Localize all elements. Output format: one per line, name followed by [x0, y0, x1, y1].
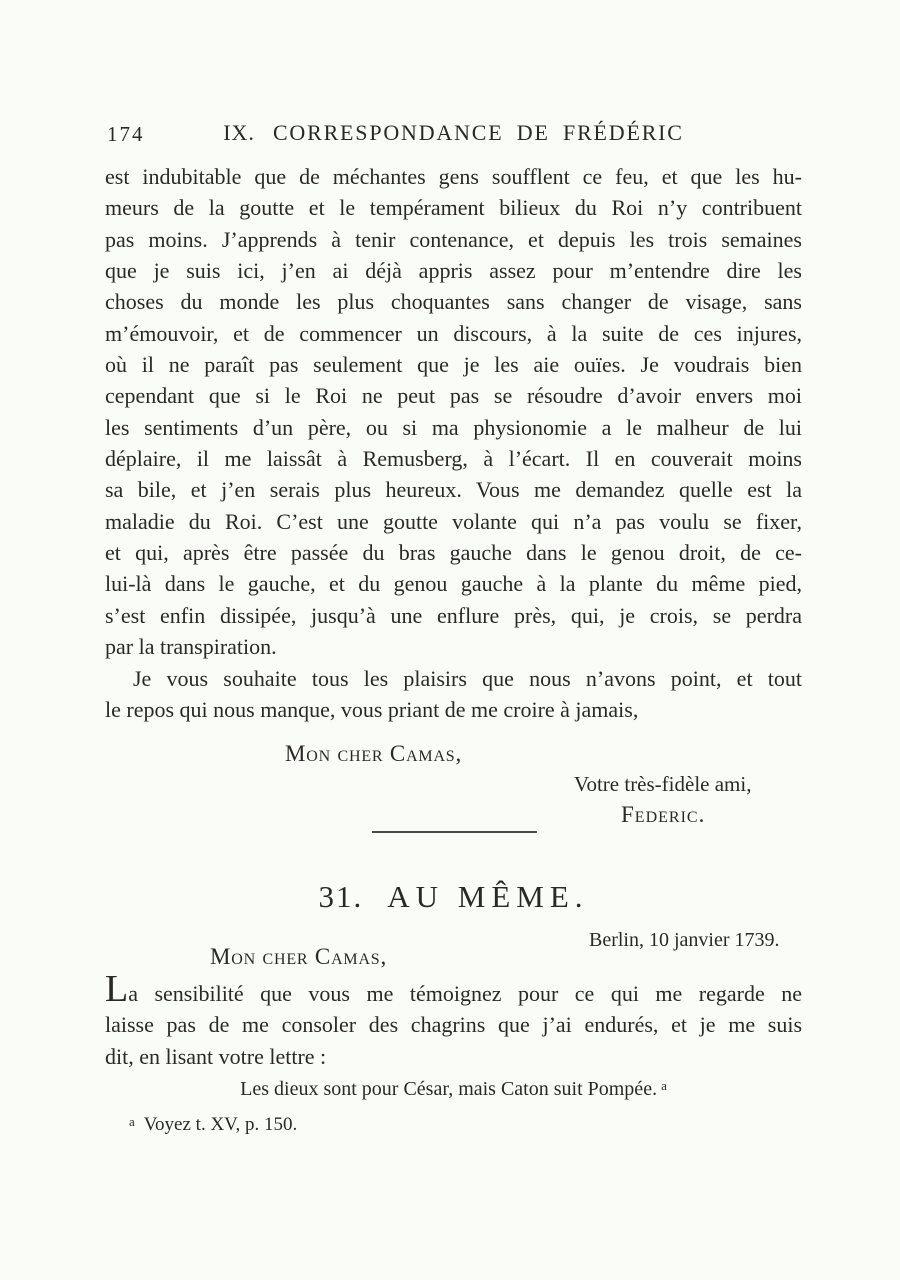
- text-line: laisse pas de me consoler des chagrins que j’ai endurés, et je me suis: [105, 1012, 802, 1038]
- footnote-marker: a: [129, 1114, 135, 1129]
- text-line: et qui, après être passée du bras gauche dans le genou droit, de ce-: [105, 540, 802, 566]
- text-line: lui-là dans le gauche, et du genou gauche à la plante du même pied,: [105, 571, 802, 597]
- text-line: que je suis ici, j’en ai déjà appris assez pour m’entendre dire les: [105, 258, 802, 284]
- text-line: sa bile, et j’en serais plus heureux. Vous me demandez quelle est la: [105, 477, 802, 503]
- text-line: le repos qui nous manque, vous priant de me croire à jamais,: [105, 696, 639, 722]
- letter-body: [105, 968, 802, 1072]
- footnote-marker: a: [661, 1078, 667, 1093]
- text-line: déplaire, il me laissât à Remusberg, à l’écart. Il en couverait moins: [105, 446, 802, 472]
- chapter-number: IX.: [223, 120, 255, 145]
- letter-body: [105, 161, 802, 725]
- footnote: [129, 1114, 297, 1136]
- text-line: les sentiments d’un père, ou si ma physionomie a le malheur de lui: [105, 414, 802, 440]
- signature: Federic.: [621, 802, 706, 827]
- text-line: dit, en lisant votre lettre :: [105, 1043, 327, 1069]
- section-title: AU MÊME.: [387, 879, 589, 914]
- text-line: pas moins. J’apprends à tenir contenance, et depuis les trois semaines: [105, 226, 802, 252]
- verse-line: [105, 1078, 802, 1101]
- text-line: [105, 968, 802, 1010]
- text-line: est indubitable que de méchantes gens soufflent ce feu, et que les hu-: [105, 164, 802, 189]
- page-header: [105, 120, 802, 150]
- drop-cap-initial: L: [105, 968, 129, 1010]
- salutation: Mon cher Camas,: [210, 944, 388, 969]
- page-number: 174: [107, 122, 145, 146]
- text-line: par la transpiration.: [105, 634, 277, 660]
- text-line: s’est enfin dissipée, jusqu’à une enflure près, qui, je crois, se perdra: [105, 602, 802, 628]
- text-line: choses du monde les plus choquantes sans changer de visage, sans: [105, 289, 802, 315]
- salutation: Mon cher Camas,: [285, 741, 463, 766]
- text-line: m’émouvoir, et de commencer un discours, à la suite de ces injures,: [105, 320, 802, 346]
- text-line: où il ne paraît pas seulement que je les aie ouïes. Je voudrais bien: [105, 352, 802, 378]
- verse-text: Les dieux sont pour César, mais Caton suit Pompée.: [240, 1078, 658, 1100]
- running-title-text: CORRESPONDANCE DE FRÉDÉRIC: [272, 120, 684, 145]
- text-line-rest: a sensibilité que vous me témoignez pour ce qui me regarde ne: [128, 981, 802, 1006]
- text-line: meurs de la goutte et le tempérament bilieux du Roi n’y contribuent: [105, 195, 802, 221]
- valediction: Votre très-fidèle ami,: [574, 772, 752, 796]
- text-line: Je vous souhaite tous les plaisirs que nous n’avons point, et tout: [133, 665, 802, 691]
- running-title: [105, 120, 802, 146]
- text-line: cependant que si le Roi ne peut pas se résoudre d’avoir envers moi: [105, 383, 802, 409]
- section-number: 31.: [318, 879, 364, 914]
- section-heading: [105, 879, 802, 915]
- text-line: maladie du Roi. C’est une goutte volante qui n’a pas voulu se fixer,: [105, 508, 802, 534]
- footnote-text: Voyez t. XV, p. 150.: [143, 1114, 298, 1135]
- section-divider: [372, 831, 537, 833]
- dateline: Berlin, 10 janvier 1739.: [589, 929, 780, 951]
